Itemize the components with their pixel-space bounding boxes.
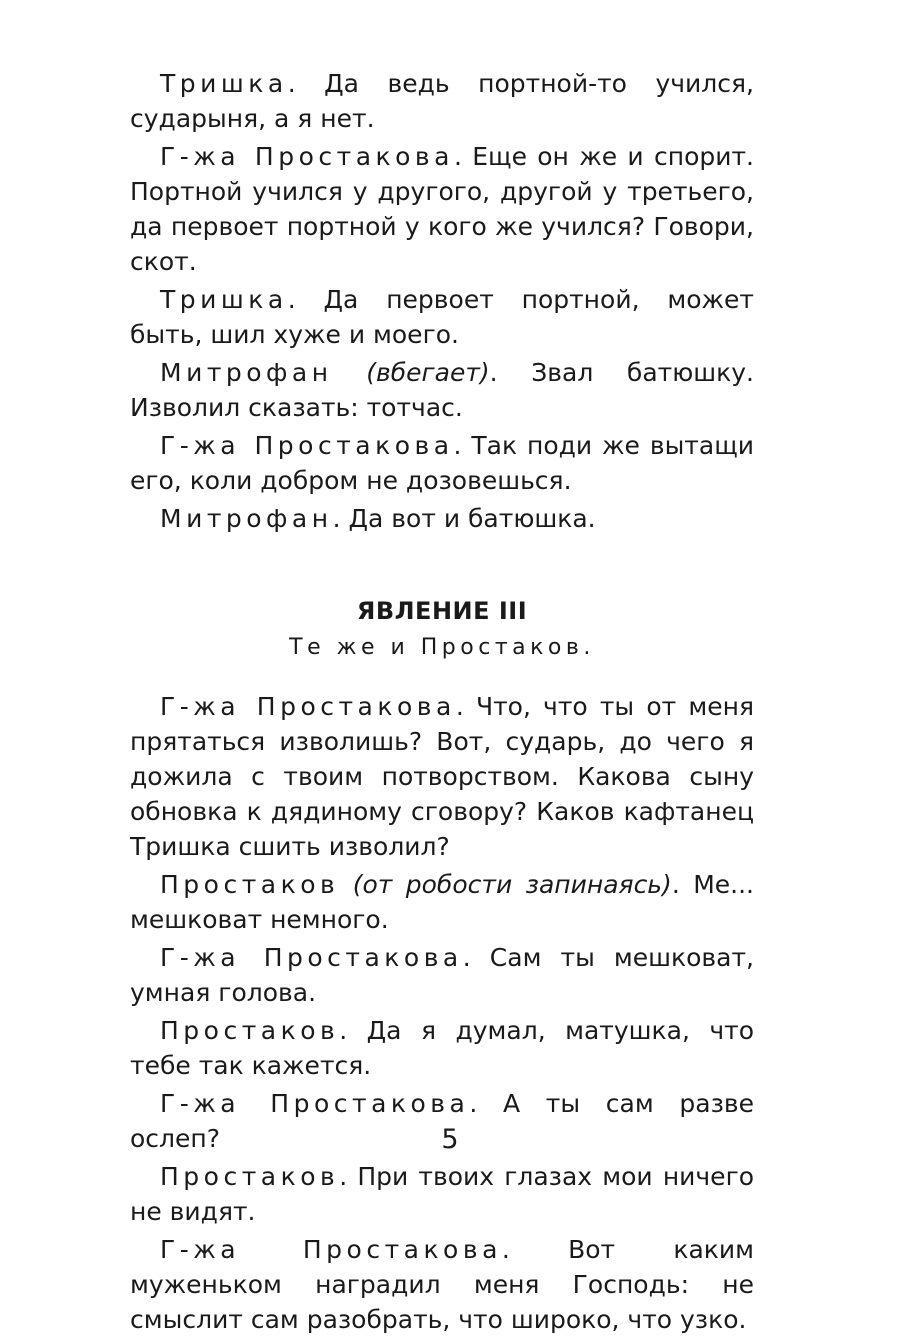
dialogue-block-bottom bbox=[130, 689, 754, 1337]
speaker-name: Тришка bbox=[160, 69, 288, 98]
dialogue-line bbox=[130, 139, 754, 279]
line-text: . Звал батюшку. Изволил сказать: тотчас. bbox=[130, 358, 755, 422]
dialogue-line bbox=[130, 282, 754, 352]
stage-direction: (вбегает) bbox=[332, 358, 490, 387]
line-text: . Еще он же и спорит. Портной учился у другого, другой у третьего, да первоет портной у кого же учился? Говори, скот. bbox=[130, 142, 754, 276]
dialogue-line bbox=[130, 428, 754, 498]
dialogue-line bbox=[130, 66, 754, 136]
line-text: . Что, что ты от меня прятаться изволишь? Вот, сударь, до чего я дожила с твоим потворством. Какова сыну обновка к дядиному сговору? Каков кафтанец Тришка сшить изволил? bbox=[130, 692, 754, 861]
speaker-name: Простаков bbox=[160, 870, 340, 899]
speaker-name: Г-жа Простакова bbox=[160, 943, 463, 972]
line-text: . При твоих глазах мои ничего не видят. bbox=[130, 1162, 754, 1226]
speaker-name: Митрофан bbox=[160, 358, 333, 387]
dialogue-line bbox=[130, 940, 754, 1010]
speaker-name: Г-жа Простакова bbox=[160, 431, 454, 460]
scene-title: ЯВЛЕНИЕ III bbox=[356, 597, 528, 625]
line-text: . Ме... мешковат немного. bbox=[130, 870, 755, 934]
line-text: . Да я думал, матушка, что тебе так кажется. bbox=[130, 1016, 754, 1080]
dialogue-line bbox=[130, 689, 754, 864]
speaker-name: Митрофан bbox=[160, 504, 333, 533]
speaker-name: Г-жа Простакова bbox=[160, 692, 456, 721]
dialogue-line bbox=[130, 1013, 754, 1083]
line-text: . Сам ты мешковат, умная голова. bbox=[130, 943, 754, 1007]
speaker-name: Г-жа Простакова bbox=[160, 1089, 470, 1118]
line-text: . А ты сам разве ослеп? bbox=[130, 1089, 754, 1153]
scene-cast: Те же и Простаков. bbox=[289, 635, 595, 660]
dialogue-block-top bbox=[130, 66, 754, 536]
speaker-name: Г-жа Простакова bbox=[160, 1235, 502, 1264]
speaker-name: Тришка bbox=[160, 285, 288, 314]
speaker-name: Простаков bbox=[160, 1016, 340, 1045]
speaker-name: Г-жа Простакова bbox=[160, 142, 454, 171]
line-text: . Да вот и батюшка. bbox=[332, 504, 596, 533]
speaker-name: Простаков bbox=[160, 1162, 340, 1191]
line-text: . Да ведь портной-то учился, сударыня, а я нет. bbox=[130, 69, 754, 133]
dialogue-line bbox=[130, 501, 754, 536]
line-text: . Так поди же вытащи его, коли добром не дозовешься. bbox=[130, 431, 754, 495]
dialogue-line bbox=[130, 1159, 754, 1229]
page-number: 5 bbox=[441, 1124, 459, 1155]
stage-direction: (от робости запинаясь) bbox=[339, 870, 672, 899]
line-text: . Вот каким муженьком наградил меня Господь: не смыслит сам разобрать, что широко, что узко. bbox=[130, 1235, 754, 1334]
line-text: . Да первоет портной, может быть, шил хуже и моего. bbox=[130, 285, 754, 349]
dialogue-line bbox=[130, 1232, 754, 1337]
dialogue-line bbox=[130, 867, 754, 937]
dialogue-line bbox=[130, 355, 754, 425]
